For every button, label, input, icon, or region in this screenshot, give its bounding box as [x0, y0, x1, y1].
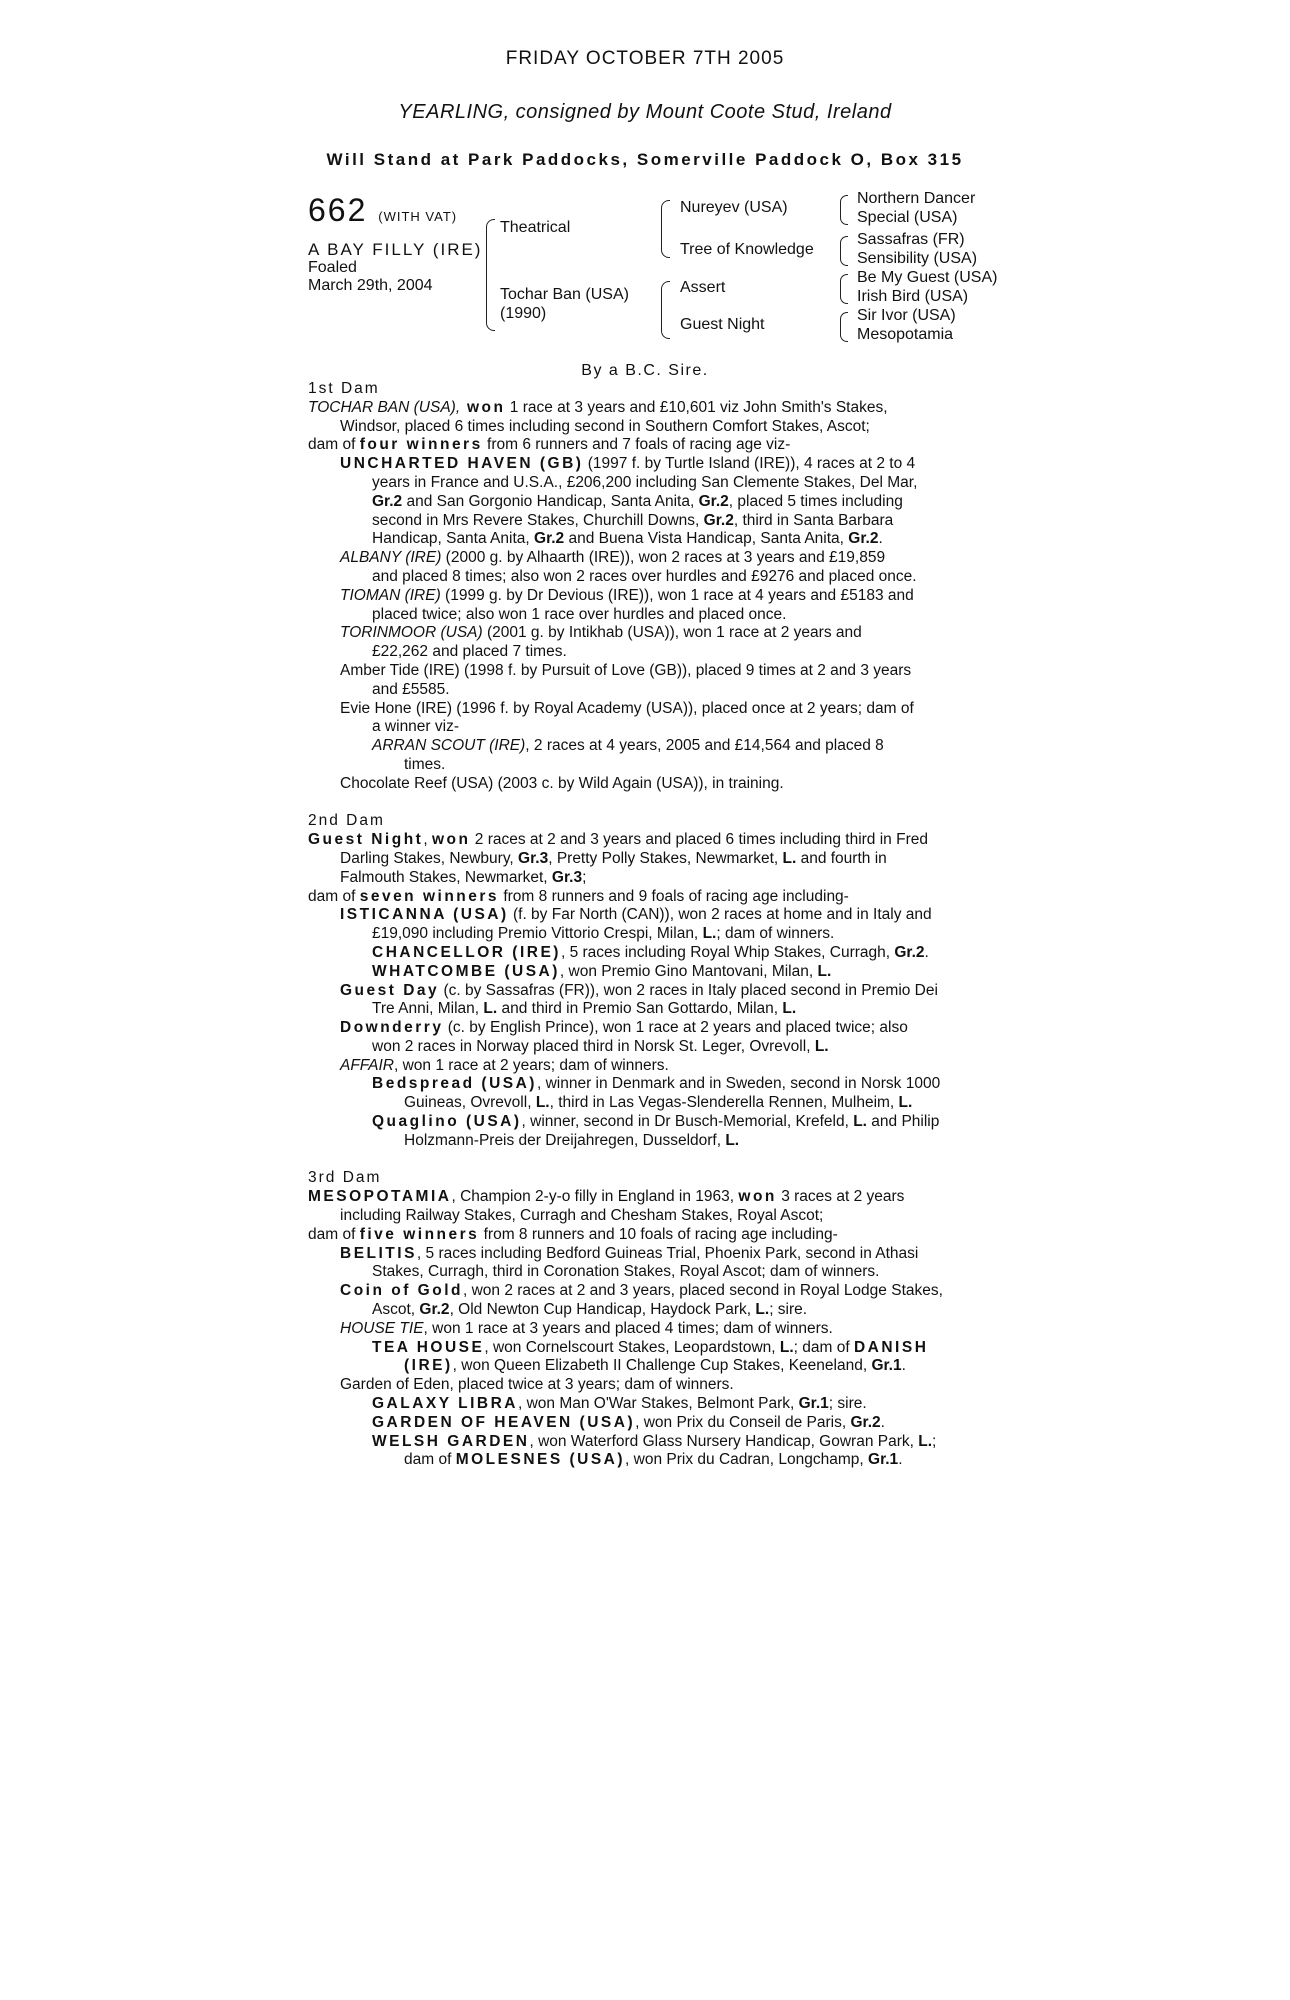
progeny-line: Evie Hone (IRE) (1996 f. by Royal Academy (USA)), placed once at 2 years; dam of: [340, 699, 914, 717]
text: (2000 g. by Alhaarth (IRE)), won 2 races at 3 years and £19,859: [441, 549, 886, 567]
progeny-name: WHATCOMBE (USA): [372, 962, 560, 980]
text: ; sire.: [769, 1301, 808, 1319]
pedigree-sd-dam: Sensibility (USA): [857, 250, 978, 267]
grade: Gr.1: [798, 1395, 829, 1413]
progeny-name: HOUSE TIE: [340, 1319, 424, 1337]
progeny-name: Downderry: [340, 1019, 444, 1037]
progeny-line: [308, 530, 988, 549]
progeny-name: Coin of Gold: [340, 1282, 463, 1300]
progeny-line: and placed 8 times; also won 2 races over hurdles and £9276 and placed once.: [372, 567, 917, 585]
progeny-line: [308, 1451, 988, 1470]
progeny-line: [308, 1395, 988, 1414]
pedigree-brace-dd: [840, 312, 848, 342]
pedigree-brace-ss: [840, 195, 848, 225]
progeny-line: [308, 737, 988, 756]
first-dam-line: [308, 399, 988, 418]
progeny-line: placed twice; also won 1 race over hurdles and placed once.: [372, 605, 787, 623]
text: , won Cornelscourt Stakes, Leopardstown,: [484, 1338, 780, 1356]
progeny-name: GARDEN OF HEAVEN (USA): [372, 1413, 636, 1431]
grade: L.: [782, 1000, 797, 1018]
pedigree-ds-sire: Be My Guest (USA): [857, 269, 998, 286]
pedigree-sire-dam: Tree of Knowledge: [680, 241, 814, 258]
text: from 6 runners and 7 foals of racing age viz-: [482, 436, 791, 454]
pedigree-sd-sire: Sassafras (FR): [857, 231, 965, 248]
progeny-line: [308, 1132, 988, 1151]
sale-date: FRIDAY OCTOBER 7TH 2005: [505, 48, 785, 69]
progeny-line: [308, 1320, 988, 1339]
progeny-name: UNCHARTED HAVEN (GB): [340, 455, 584, 473]
progeny-name: MOLESNES (USA): [455, 1451, 626, 1469]
first-dam-heading: 1st Dam: [308, 380, 380, 397]
text: , won Prix du Cadran, Longchamp,: [625, 1451, 869, 1469]
progeny-line: [308, 1094, 988, 1113]
third-dam-heading: 3rd Dam: [308, 1169, 382, 1187]
text: ; sire.: [828, 1395, 867, 1413]
first-dam-line: Windsor, placed 6 times including second in Southern Comfort Stakes, Ascot;: [340, 417, 870, 435]
text: , won 1 race at 2 years; dam of winners.: [393, 1056, 669, 1074]
grade: L.: [779, 1338, 794, 1356]
text: , 5 races including Bedford Guineas Trial, Phoenix Park, second in Athasi: [416, 1244, 919, 1262]
text: , won Queen Elizabeth II Challenge Cup Stakes, Keeneland,: [452, 1357, 872, 1375]
third-dam-line: including Railway Stakes, Curragh and Chesham Stakes, Royal Ascot;: [340, 1207, 824, 1225]
first-dam-line: [308, 436, 988, 455]
text: , third in Santa Barbara: [733, 511, 894, 529]
progeny-line: [308, 906, 988, 925]
pedigree-sire: Theatrical: [500, 219, 571, 236]
progeny-line: [308, 1339, 988, 1358]
pedigree-dd-sire: Sir Ivor (USA): [857, 307, 956, 324]
vat-note: (WITH VAT): [378, 209, 458, 224]
progeny-line: times.: [404, 755, 446, 773]
text: dam of: [308, 1225, 360, 1243]
text: .: [924, 943, 929, 961]
grade: Gr.2: [850, 1413, 881, 1431]
progeny-line: Chocolate Reef (USA) (2003 c. by Wild Again (USA)), in training.: [340, 774, 784, 792]
progeny-line: [308, 512, 988, 531]
dam-name: Guest Night: [308, 831, 424, 849]
pedigree-dam-dam: Guest Night: [680, 316, 765, 333]
grade: Gr.3: [518, 849, 549, 867]
text: , winner, second in Dr Busch-Memorial, Krefeld,: [521, 1113, 854, 1131]
progeny-name: GALAXY LIBRA: [372, 1395, 518, 1413]
text: dam of: [308, 887, 360, 905]
progeny-line: [308, 1019, 988, 1038]
text: , 5 races including Royal Whip Stakes, Curragh,: [560, 943, 895, 961]
progeny-line: [308, 1301, 988, 1320]
pedigree-brace-main: [486, 219, 495, 331]
progeny-name: TORINMOOR (USA): [340, 624, 483, 642]
progeny-name: ARRAN SCOUT (IRE): [372, 737, 526, 755]
text: and San Gorgonio Handicap, Santa Anita,: [402, 492, 699, 510]
winners-count: five winners: [359, 1225, 480, 1243]
progeny-name: ALBANY (IRE): [340, 549, 442, 567]
text: second in Mrs Revere Stakes, Churchill Downs,: [372, 511, 704, 529]
grade: L.: [725, 1131, 740, 1149]
spacer: [308, 794, 988, 813]
text: .: [898, 1451, 903, 1469]
grade: Gr.3: [551, 868, 583, 886]
consignor-line: YEARLING, consigned by Mount Coote Stud, Ireland: [398, 101, 892, 123]
text: (2001 g. by Intikhab (USA)), won 1 race at 2 years and: [482, 624, 862, 642]
text: 1 race at 3 years and £10,601 viz John Smith's Stakes,: [505, 398, 888, 416]
pedigree-brace-ds: [840, 274, 848, 304]
pedigree-dd-dam: Mesopotamia: [857, 326, 954, 343]
progeny-line: [308, 925, 988, 944]
progeny-line: Stakes, Curragh, third in Coronation Stakes, Royal Ascot; dam of winners.: [372, 1263, 880, 1281]
progeny-line: [308, 1414, 988, 1433]
progeny-line: [308, 1057, 988, 1076]
stand-location: Will Stand at Park Paddocks, Somerville Paddock O, Box 315: [326, 150, 964, 169]
text: dam of: [308, 436, 360, 454]
text: 3 races at 2 years: [776, 1188, 905, 1206]
text: , third in Las Vegas-Slenderella Rennen, Mulheim,: [549, 1094, 899, 1112]
grade: Gr.2: [534, 530, 565, 548]
grade: Gr.2: [419, 1301, 450, 1319]
progeny-name: ISTICANNA (USA): [340, 906, 509, 924]
winners-count: four winners: [359, 436, 483, 454]
progeny-line: and £5585.: [372, 680, 450, 698]
text: .: [878, 530, 883, 548]
won-label: won: [738, 1188, 777, 1206]
text: , 2 races at 4 years, 2005 and £14,564 and placed 8: [525, 737, 884, 755]
pedigree-dam-sire: Assert: [680, 279, 726, 296]
progeny-line: [308, 1357, 988, 1376]
grade: Gr.1: [871, 1357, 902, 1375]
progeny-name: Bedspread (USA): [372, 1075, 537, 1093]
progeny-line: [308, 493, 988, 512]
progeny-name: DANISH: [853, 1338, 929, 1356]
progeny-name: Quaglino (USA): [372, 1113, 522, 1131]
progeny-line: [308, 1113, 988, 1132]
progeny-line: [308, 944, 988, 963]
winners-count: seven winners: [359, 887, 500, 905]
dam-name: TOCHAR BAN (USA),: [308, 398, 461, 416]
progeny-name: BELITIS: [340, 1244, 417, 1262]
pedigree-sire-sire: Nureyev (USA): [680, 199, 788, 216]
grade: Gr.2: [848, 530, 879, 548]
grade: Gr.2: [703, 511, 734, 529]
horse-description: A BAY FILLY (IRE): [308, 240, 483, 259]
pedigree-brace-dam: [661, 281, 670, 339]
pedigree-brace-sire: [661, 200, 670, 258]
text: dam of: [404, 1451, 456, 1469]
text: .: [880, 1413, 885, 1431]
progeny-name: WELSH GARDEN: [372, 1432, 530, 1450]
progeny-line: Amber Tide (IRE) (1998 f. by Pursuit of Love (GB)), placed 9 times at 2 and 3 years: [340, 661, 912, 679]
text: and Philip: [866, 1113, 940, 1131]
grade: L.: [755, 1301, 770, 1319]
progeny-line: [308, 1000, 988, 1019]
second-dam-line: [308, 869, 988, 888]
lot-number-value: 662: [308, 192, 368, 228]
text: and fourth in: [796, 849, 887, 867]
bc-sire-note: By a B.C. Sire.: [581, 362, 709, 379]
text: , Old Newton Cup Handicap, Haydock Park,: [449, 1301, 756, 1319]
grade: L.: [483, 1000, 498, 1018]
dam-name: MESOPOTAMIA: [308, 1188, 452, 1206]
text: Darling Stakes, Newbury,: [340, 849, 519, 867]
text: ,: [423, 831, 432, 849]
progeny-name: TEA HOUSE: [372, 1338, 485, 1356]
text: , won 2 races at 2 and 3 years, placed second in Royal Lodge Stakes,: [462, 1282, 943, 1300]
text: from 8 runners and 9 foals of racing age including-: [499, 887, 849, 905]
foaled-date: March 29th, 2004: [308, 277, 433, 294]
progeny-line: [308, 1245, 988, 1264]
second-dam-line: [308, 850, 988, 869]
text: (1999 g. by Dr Devious (IRE)), won 1 race at 4 years and £5183 and: [440, 586, 914, 604]
pedigree-ss-sire: Northern Dancer: [857, 190, 976, 207]
text: .: [901, 1357, 906, 1375]
text: Guineas, Ovrevoll,: [404, 1094, 536, 1112]
progeny-line: [308, 549, 988, 568]
progeny-line: [308, 587, 988, 606]
progeny-name: Guest Day: [340, 981, 440, 999]
grade: Gr.1: [868, 1451, 899, 1469]
progeny-line: [308, 982, 988, 1001]
pedigree-ss-dam: Special (USA): [857, 209, 958, 226]
grade: L.: [782, 849, 797, 867]
grade: L.: [702, 925, 717, 943]
progeny-name: (IRE): [404, 1357, 453, 1375]
text: , won Man O'War Stakes, Belmont Park,: [517, 1395, 799, 1413]
won-label: won: [431, 831, 471, 849]
pedigree-brace-sd: [840, 236, 848, 266]
won-label: won: [460, 398, 506, 416]
pedigree-dam: Tochar Ban (USA): [500, 286, 629, 303]
progeny-line: £22,262 and placed 7 times.: [372, 643, 567, 661]
progeny-line: [308, 1433, 988, 1452]
progeny-name: CHANCELLOR (IRE): [372, 943, 561, 961]
text: (c. by Sassafras (FR)), won 2 races in Italy placed second in Premio Dei: [439, 981, 938, 999]
second-dam-heading: 2nd Dam: [308, 812, 385, 830]
text: , won Prix du Conseil de Paris,: [635, 1413, 851, 1431]
third-dam-line: [308, 1188, 988, 1207]
text: (1997 f. by Turtle Island (IRE)), 4 races at 2 to 4: [583, 455, 916, 473]
grade: L.: [853, 1113, 867, 1131]
text: , won Waterford Glass Nursery Handicap, Gowran Park,: [529, 1432, 919, 1450]
third-dam-line: [308, 1226, 988, 1245]
text: (f. by Far North (CAN)), won 2 races at home and in Italy and: [508, 906, 932, 924]
text: and third in Premio San Gottardo, Milan,: [497, 1000, 783, 1018]
foaled-label: Foaled: [308, 259, 357, 276]
progeny-name: TIOMAN (IRE): [340, 586, 441, 604]
progeny-line: [308, 1038, 988, 1057]
text: from 8 runners and 10 foals of racing age including-: [479, 1225, 838, 1243]
text: ;: [582, 868, 587, 886]
text: ; dam of: [793, 1338, 854, 1356]
progeny-line: a winner viz-: [372, 718, 459, 736]
grade: L.: [814, 1037, 829, 1055]
text: Holzmann-Preis der Dreijahregen, Dusseldorf,: [404, 1131, 726, 1149]
progeny-line: [308, 1282, 988, 1301]
text: Handicap, Santa Anita,: [372, 530, 535, 548]
progeny-line: [308, 1075, 988, 1094]
text: ; dam of winners.: [716, 925, 835, 943]
grade: L.: [817, 962, 832, 980]
progeny-line: [308, 963, 988, 982]
text: ;: [932, 1432, 937, 1450]
text: and Buena Vista Handicap, Santa Anita,: [564, 530, 849, 548]
pedigree-ds-dam: Irish Bird (USA): [857, 288, 969, 305]
grade: Gr.2: [698, 492, 729, 510]
second-dam-line: [308, 888, 988, 907]
grade: L.: [898, 1094, 913, 1112]
text: , placed 5 times including: [728, 492, 903, 510]
text: , Pretty Polly Stakes, Newmarket,: [548, 849, 783, 867]
text: won 2 races in Norway placed third in Norsk St. Leger, Ovrevoll,: [372, 1037, 815, 1055]
grade: Gr.2: [894, 943, 925, 961]
lot-number: [308, 192, 457, 229]
text: Ascot,: [372, 1301, 420, 1319]
progeny-line: Garden of Eden, placed twice at 3 years; dam of winners.: [340, 1376, 734, 1394]
pedigree-dam-year: (1990): [500, 305, 547, 322]
progeny-name: AFFAIR: [340, 1056, 394, 1074]
text: (c. by English Prince), won 1 race at 2 years and placed twice; also: [443, 1019, 908, 1037]
text: Tre Anni, Milan,: [372, 1000, 484, 1018]
text: , won 1 race at 3 years and placed 4 times; dam of winners.: [423, 1319, 833, 1337]
grade: L.: [918, 1432, 933, 1450]
progeny-line: [308, 624, 988, 643]
catalogue-body: [308, 380, 988, 1470]
grade: L.: [535, 1094, 550, 1112]
text: Falmouth Stakes, Newmarket,: [340, 868, 552, 886]
second-dam-line: [308, 831, 988, 850]
grade: Gr.2: [372, 492, 403, 510]
spacer: [308, 1151, 988, 1170]
text: , winner in Denmark and in Sweden, second in Norsk 1000: [536, 1075, 941, 1093]
progeny-line: [308, 455, 988, 474]
text: , Champion 2-y-o filly in England in 1963,: [451, 1188, 739, 1206]
progeny-line: years in France and U.S.A., £206,200 including San Clemente Stakes, Del Mar,: [372, 473, 918, 491]
text: £19,090 including Premio Vittorio Crespi, Milan,: [372, 925, 703, 943]
text: 2 races at 2 and 3 years and placed 6 times including third in Fred: [470, 831, 928, 849]
text: , won Premio Gino Mantovani, Milan,: [559, 962, 818, 980]
